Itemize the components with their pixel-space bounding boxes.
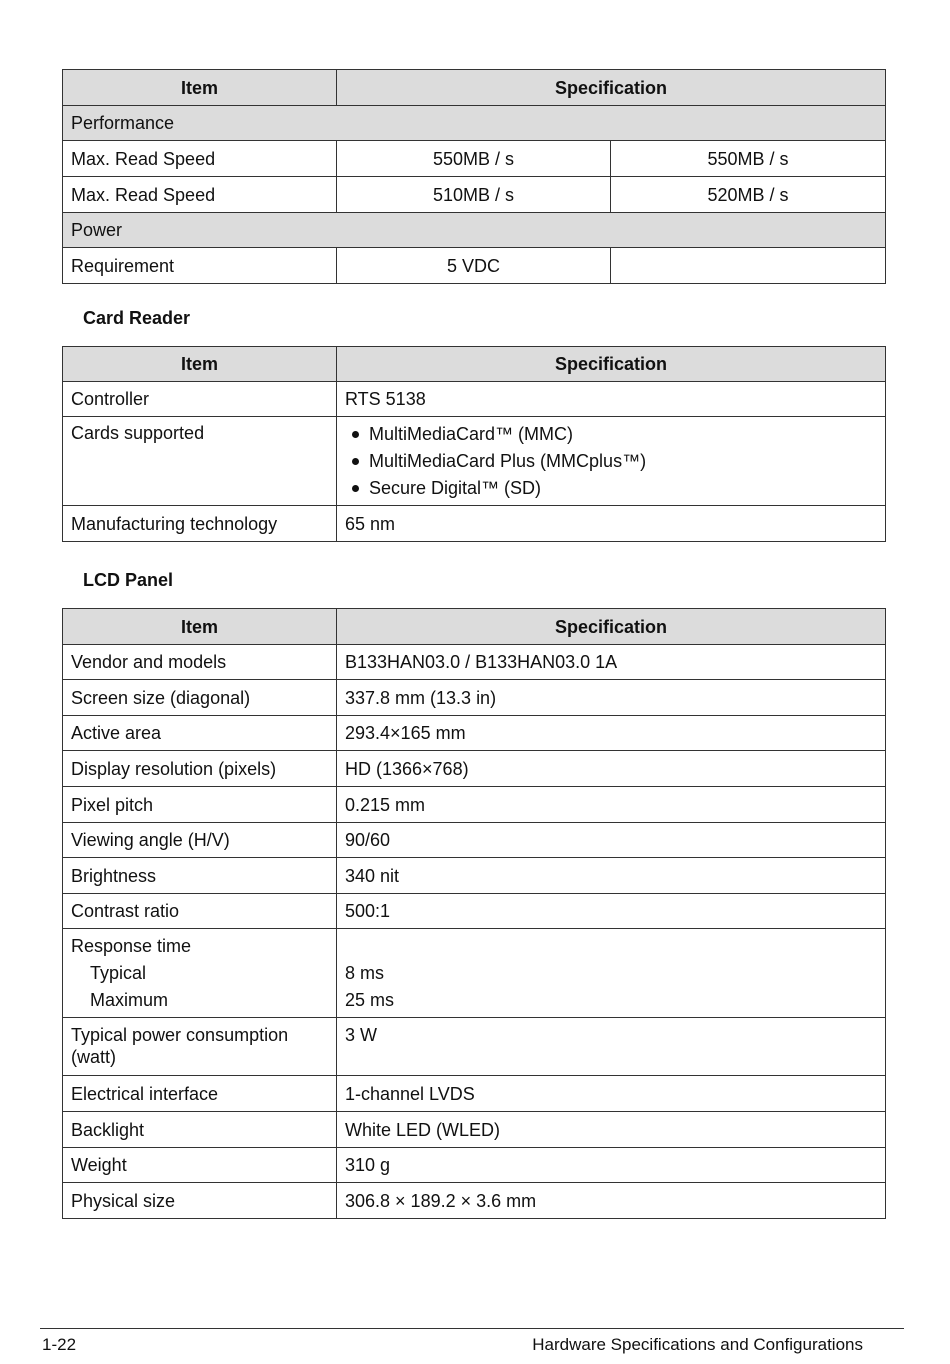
row-value: 340 nit bbox=[337, 858, 886, 894]
row-item: Screen size (diagonal) bbox=[63, 680, 337, 716]
storage-spec-table bbox=[62, 69, 886, 284]
table-row bbox=[63, 177, 886, 213]
row-value: 310 g bbox=[337, 1148, 886, 1183]
row-value: 500:1 bbox=[337, 894, 886, 929]
row-item: Manufacturing technology bbox=[63, 506, 337, 542]
typical-label: Typical bbox=[90, 963, 147, 983]
header-item: Item bbox=[63, 347, 337, 382]
row-item: Viewing angle (H/V) bbox=[63, 823, 337, 858]
table-row bbox=[63, 1018, 886, 1076]
row-value: HD (1366×768) bbox=[337, 751, 886, 787]
lcd-panel-heading: LCD Panel bbox=[83, 570, 174, 590]
header-specification: Specification bbox=[337, 70, 886, 106]
card-reader-heading: Card Reader bbox=[83, 308, 191, 328]
row-value: 65 nm bbox=[337, 506, 886, 542]
header-item: Item bbox=[63, 70, 337, 106]
table-row bbox=[63, 417, 886, 506]
table-row bbox=[63, 823, 886, 858]
row-value: 306.8 × 189.2 × 3.6 mm bbox=[337, 1183, 886, 1219]
row-item: Max. Read Speed bbox=[63, 177, 337, 213]
row-item: Contrast ratio bbox=[63, 894, 337, 929]
row-item: Display resolution (pixels) bbox=[63, 751, 337, 787]
table-row bbox=[63, 506, 886, 542]
row-item: Typical power consumption (watt) bbox=[63, 1018, 337, 1076]
row-item: Cards supported bbox=[63, 417, 337, 506]
row-value bbox=[337, 929, 886, 1018]
row-value: White LED (WLED) bbox=[337, 1112, 886, 1148]
maximum-label: Maximum bbox=[90, 990, 169, 1010]
row-value-b: 520MB / s bbox=[611, 177, 886, 213]
table-row bbox=[63, 1112, 886, 1148]
table-row bbox=[63, 645, 886, 680]
cards-list bbox=[345, 421, 877, 502]
row-item: Controller bbox=[63, 382, 337, 417]
list-item: Secure Digital™ (SD) bbox=[345, 475, 877, 502]
row-item: Vendor and models bbox=[63, 645, 337, 680]
page-number: 1-22 bbox=[42, 1335, 77, 1354]
table-row bbox=[63, 929, 886, 1018]
row-value-b bbox=[611, 248, 886, 284]
table-row bbox=[63, 1148, 886, 1183]
typical-value: 8 ms bbox=[345, 963, 385, 983]
table-row bbox=[63, 858, 886, 894]
row-item: Backlight bbox=[63, 1112, 337, 1148]
row-value: B133HAN03.0 / B133HAN03.0 1A bbox=[337, 645, 886, 680]
row-item: Active area bbox=[63, 716, 337, 751]
header-item: Item bbox=[63, 609, 337, 645]
row-value: 337.8 mm (13.3 in) bbox=[337, 680, 886, 716]
row-value: 1-channel LVDS bbox=[337, 1076, 886, 1112]
table-row bbox=[63, 1183, 886, 1219]
row-value-a: 510MB / s bbox=[337, 177, 611, 213]
row-item: Requirement bbox=[63, 248, 337, 284]
footer-divider bbox=[40, 1328, 904, 1329]
section-power: Power bbox=[63, 213, 886, 248]
list-item: MultiMediaCard™ (MMC) bbox=[345, 421, 877, 448]
row-value-b: 550MB / s bbox=[611, 141, 886, 177]
response-time-label: Response time bbox=[71, 936, 192, 956]
card-reader-table bbox=[62, 346, 886, 542]
header-specification: Specification bbox=[337, 347, 886, 382]
footer-section-title: Hardware Specifications and Configurations bbox=[532, 1335, 863, 1354]
row-value-a: 550MB / s bbox=[337, 141, 611, 177]
row-item bbox=[63, 929, 337, 1018]
response-time-spacer bbox=[345, 933, 877, 960]
section-performance: Performance bbox=[63, 106, 886, 141]
list-item: MultiMediaCard Plus (MMCplus™) bbox=[345, 448, 877, 475]
table-row bbox=[63, 894, 886, 929]
table-row bbox=[63, 680, 886, 716]
row-item: Brightness bbox=[63, 858, 337, 894]
row-item: Electrical interface bbox=[63, 1076, 337, 1112]
row-value bbox=[337, 417, 886, 506]
row-value: RTS 5138 bbox=[337, 382, 886, 417]
table-row bbox=[63, 751, 886, 787]
table-row bbox=[63, 716, 886, 751]
row-value: 0.215 mm bbox=[337, 787, 886, 823]
table-row bbox=[63, 382, 886, 417]
table-row bbox=[63, 248, 886, 284]
table-row bbox=[63, 787, 886, 823]
row-item: Physical size bbox=[63, 1183, 337, 1219]
maximum-value: 25 ms bbox=[345, 990, 395, 1010]
row-value: 3 W bbox=[337, 1018, 886, 1076]
row-value-a: 5 VDC bbox=[337, 248, 611, 284]
row-item: Weight bbox=[63, 1148, 337, 1183]
row-value: 90/60 bbox=[337, 823, 886, 858]
row-item: Max. Read Speed bbox=[63, 141, 337, 177]
lcd-panel-table bbox=[62, 608, 886, 1219]
row-item: Pixel pitch bbox=[63, 787, 337, 823]
table-row bbox=[63, 1076, 886, 1112]
row-value: 293.4×165 mm bbox=[337, 716, 886, 751]
table-row bbox=[63, 141, 886, 177]
header-specification: Specification bbox=[337, 609, 886, 645]
